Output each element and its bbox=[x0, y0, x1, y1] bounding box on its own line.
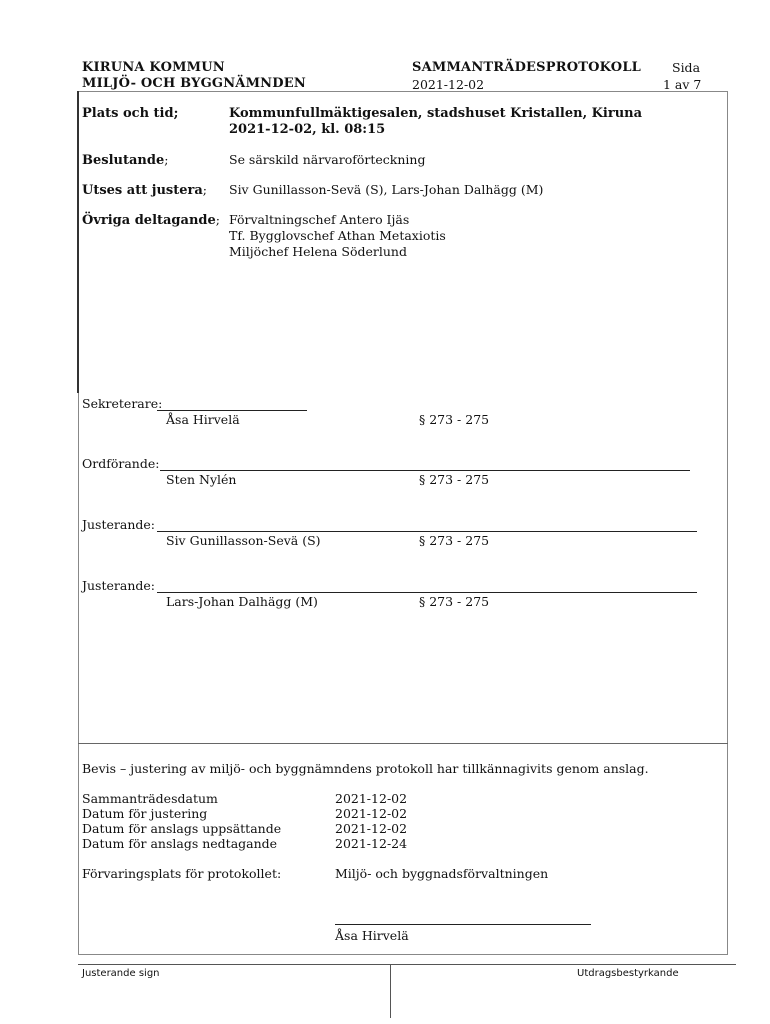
storage-label: Förvaringsplats för protokollet: bbox=[82, 866, 282, 881]
others-suffix: ; bbox=[215, 212, 220, 227]
footer-line bbox=[78, 964, 736, 965]
cert-value: 2021-12-02 bbox=[335, 806, 408, 821]
justify-label: Utses att justera bbox=[82, 183, 203, 198]
cert-label: Sammanträdesdatum bbox=[82, 791, 218, 806]
signature-name: Åsa Hirvelä bbox=[166, 412, 240, 427]
section-divider bbox=[78, 743, 728, 744]
cert-label: Datum för anslags nedtagande bbox=[82, 836, 278, 851]
decision-suffix: ; bbox=[164, 152, 169, 167]
signature-role: Sekreterare: bbox=[82, 396, 163, 411]
cert-label: Datum för justering bbox=[82, 806, 208, 821]
others-item: Tf. Bygglovschef Athan Metaxiotis bbox=[229, 228, 446, 243]
org-name: KIRUNA KOMMUN bbox=[82, 60, 225, 75]
page-number: 1 av 7 bbox=[663, 77, 702, 92]
signature-name: Siv Gunillasson-Sevä (S) bbox=[166, 533, 321, 548]
decision-label: Beslutande bbox=[82, 153, 165, 168]
cert-value: 2021-12-02 bbox=[335, 791, 408, 806]
document-date: 2021-12-02 bbox=[412, 77, 485, 92]
others-row bbox=[82, 212, 220, 228]
others-label: Övriga deltagande bbox=[82, 213, 216, 228]
place-label: Plats och tid; bbox=[82, 106, 179, 121]
cert-value: 2021-12-02 bbox=[335, 821, 408, 836]
signature-line bbox=[157, 592, 697, 593]
place-value: Kommunfullmäktigesalen, stadshuset Kristallen, Kiruna bbox=[229, 106, 643, 121]
cert-label: Datum för anslags uppsättande bbox=[82, 821, 282, 836]
time-value: 2021-12-02, kl. 08:15 bbox=[229, 122, 386, 137]
signature-line bbox=[160, 470, 690, 471]
signature-line bbox=[157, 531, 697, 532]
signature-paragraphs: § 273 - 275 bbox=[419, 472, 490, 487]
others-item: Förvaltningschef Antero Ijäs bbox=[229, 212, 410, 227]
justify-value: Siv Gunillasson-Sevä (S), Lars-Johan Dalhägg (M) bbox=[229, 182, 544, 197]
signature-paragraphs: § 273 - 275 bbox=[419, 594, 490, 609]
margin-bar bbox=[77, 91, 79, 393]
page-label: Sida bbox=[672, 60, 701, 75]
cert-signature-line bbox=[335, 924, 591, 925]
cert-value: 2021-12-24 bbox=[335, 836, 408, 851]
justify-suffix: ; bbox=[202, 182, 207, 197]
signature-name: Lars-Johan Dalhägg (M) bbox=[166, 594, 318, 609]
department-name: MILJÖ- OCH BYGGNÄMNDEN bbox=[82, 76, 306, 91]
signature-name: Sten Nylén bbox=[166, 472, 237, 487]
decision-value: Se särskild närvaroförteckning bbox=[229, 152, 426, 167]
signature-role: Justerande: bbox=[82, 517, 155, 532]
cert-signer: Åsa Hirvelä bbox=[335, 928, 409, 943]
others-item: Miljöchef Helena Söderlund bbox=[229, 244, 407, 259]
storage-value: Miljö- och byggnadsförvaltningen bbox=[335, 866, 549, 881]
signature-paragraphs: § 273 - 275 bbox=[419, 533, 490, 548]
signature-line bbox=[157, 410, 307, 411]
signature-paragraphs: § 273 - 275 bbox=[419, 412, 490, 427]
footer-left-label: Justerande sign bbox=[82, 968, 160, 979]
justify-row bbox=[82, 182, 207, 198]
document-type: SAMMANTRÄDESPROTOKOLL bbox=[412, 60, 642, 75]
decision-row bbox=[82, 152, 168, 168]
signature-role: Ordförande: bbox=[82, 456, 160, 471]
footer-right-label: Utdragsbestyrkande bbox=[577, 968, 679, 979]
footer-divider bbox=[390, 964, 391, 1018]
signature-role: Justerande: bbox=[82, 578, 155, 593]
certificate-statement: Bevis – justering av miljö- och byggnämndens protokoll har tillkännagivits genom anslag. bbox=[82, 761, 649, 776]
